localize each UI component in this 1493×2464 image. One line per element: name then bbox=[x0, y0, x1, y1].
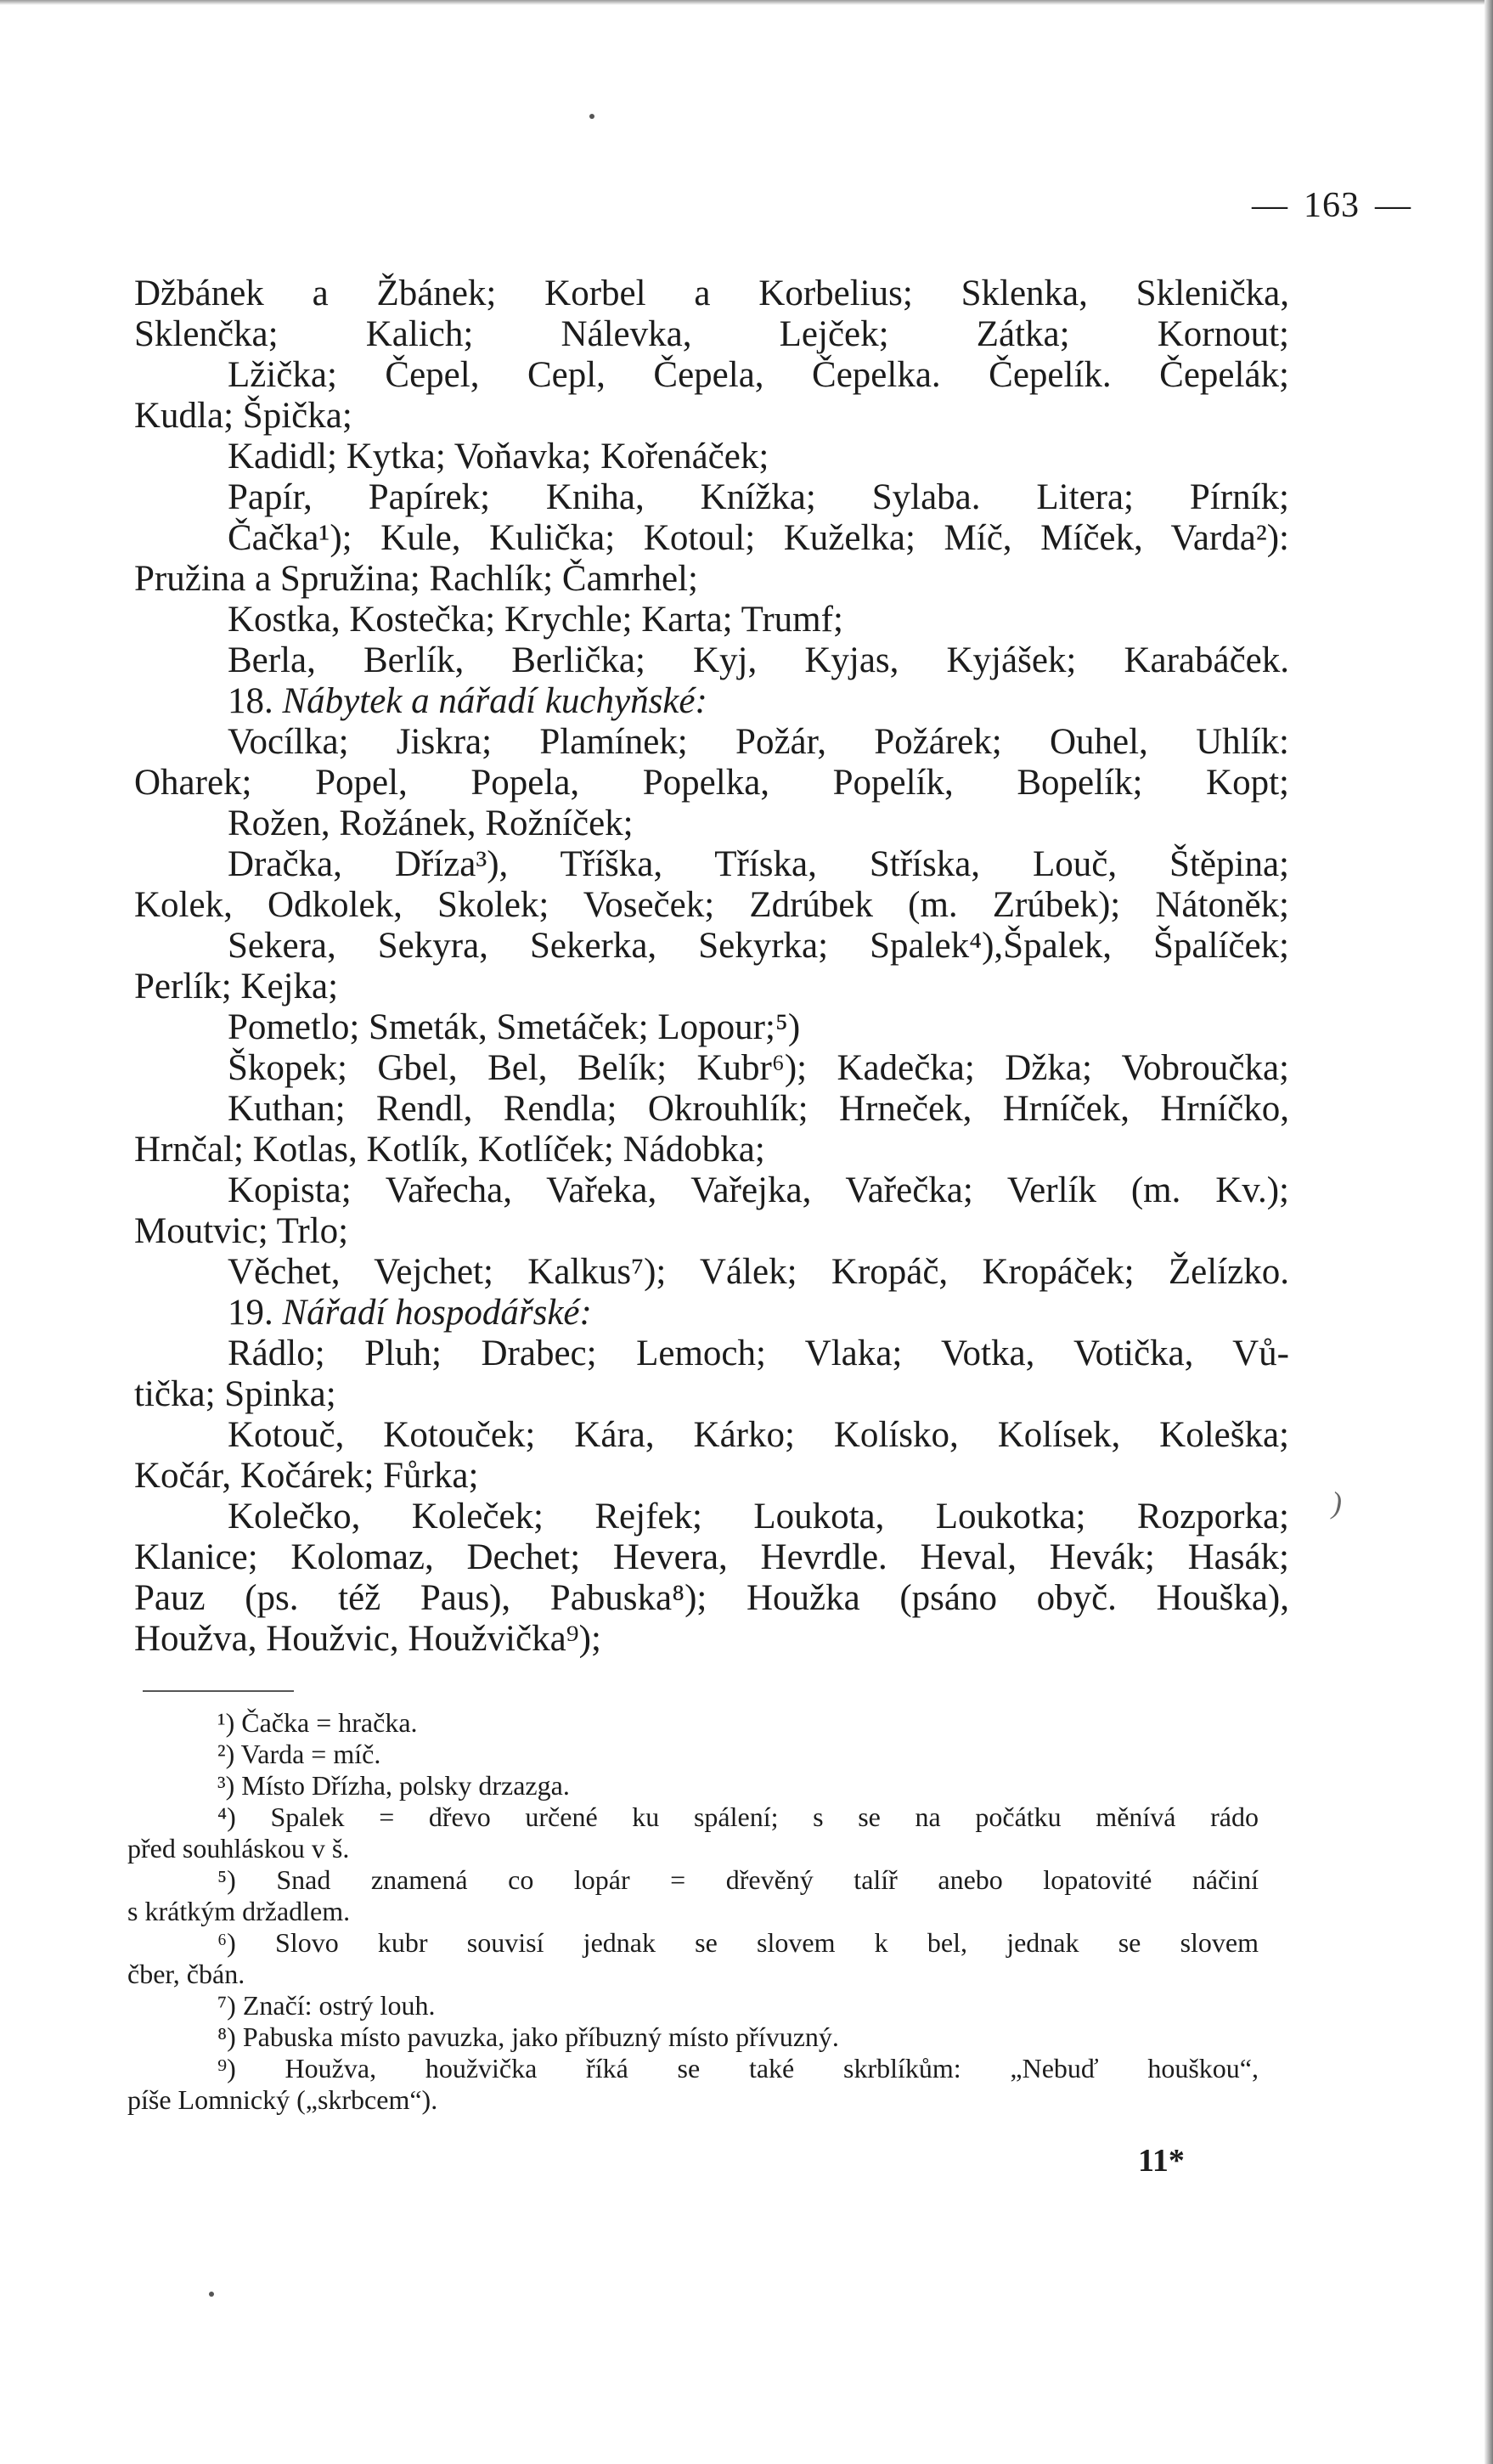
dash-right: — bbox=[1375, 186, 1411, 225]
footnote-continuation: píše Lomnický („skrbcem“). bbox=[127, 2084, 438, 2115]
footnote: ³) Místo Dřízha, polsky drzazga. bbox=[217, 1770, 570, 1801]
page-number-header bbox=[0, 185, 1427, 226]
text-line: Kolečko, Koleček; Rejfek; Loukota, Loukotka; Rozporka; bbox=[228, 1497, 1289, 1536]
text-line: Kudla; Špička; bbox=[134, 396, 352, 436]
text-line: Sekera, Sekyra, Sekerka, Sekyrka; Spalek⁴),Špalek, Špalíček; bbox=[228, 926, 1289, 966]
section-number: 18. bbox=[228, 681, 283, 721]
section-title: Nábytek a nářadí kuchyňské: bbox=[282, 681, 707, 721]
dash-left: — bbox=[1252, 186, 1288, 225]
footnote: ⁵) Snad znamená co lopár = dřevěný talíř anebo lopatovité náčiní bbox=[217, 1864, 1259, 1895]
section-heading-18 bbox=[134, 681, 1289, 722]
text-line: Čačka¹); Kule, Kulička; Kotoul; Kuželka; Míč, Míček, Varda²): bbox=[228, 518, 1289, 558]
text-line: Rožen, Rožánek, Rožníček; bbox=[228, 803, 634, 843]
footnote-divider bbox=[143, 1690, 294, 1692]
margin-mark: ) bbox=[1332, 1486, 1342, 1520]
text-line: Moutvic; Trlo; bbox=[134, 1211, 349, 1251]
specks-dot bbox=[589, 114, 594, 119]
text-line: Perlík; Kejka; bbox=[134, 967, 339, 1006]
text-line: Věchet, Vejchet; Kalkus⁷); Válek; Kropáč, Kropáček; Želízko. bbox=[228, 1252, 1289, 1292]
footnote-continuation: čber, čbán. bbox=[127, 1959, 245, 1989]
text-line: Škopek; Gbel, Bel, Belík; Kubr⁶); Kadečka; Džka; Vobroučka; bbox=[228, 1048, 1289, 1088]
page-number: 163 bbox=[1304, 186, 1360, 225]
text-line: Kotouč, Kotouček; Kára, Kárko; Kolísko, Kolísek, Koleška; bbox=[228, 1415, 1289, 1455]
text-line: Kočár, Kočárek; Fůrka; bbox=[134, 1456, 479, 1496]
text-line: Kadidl; Kytka; Voňavka; Kořenáček; bbox=[228, 437, 769, 476]
body-text bbox=[134, 273, 1289, 1660]
text-line: Pružina a Spružina; Rachlík; Čamrhel; bbox=[134, 559, 698, 599]
text-line: Hrnčal; Kotlas, Kotlík, Kotlíček; Nádobka; bbox=[134, 1130, 765, 1170]
text-line: Dračka, Dříza³), Tříška, Tříska, Stříska, Louč, Štěpina; bbox=[228, 844, 1289, 884]
text-line: Sklenčka; Kalich; Nálevka, Lejček; Zátka; Kornout; bbox=[134, 314, 1289, 354]
text-line: Pometlo; Smeták, Smetáček; Lopour;⁵) bbox=[228, 1007, 801, 1047]
text-line: Kostka, Kostečka; Krychle; Karta; Trumf; bbox=[228, 600, 843, 640]
text-line: Pauz (ps. též Paus), Pabuska⁸); Houžka (psáno obyč. Houška), bbox=[134, 1578, 1289, 1618]
footnote: ⁶) Slovo kubr souvisí jednak se slovem k bel, jednak se slovem bbox=[217, 1927, 1259, 1958]
footnotes bbox=[127, 1707, 1259, 2116]
text-line: Berla, Berlík, Berlička; Kyj, Kyjas, Kyjášek; Karabáček. bbox=[228, 640, 1289, 680]
footnote: ⁹) Houžva, houžvička říká se také skrblíkům: „Nebuď houškou“, bbox=[217, 2053, 1259, 2083]
text-line: Kolek, Odkolek, Skolek; Voseček; Zdrúbek (m. Zrúbek); Nátoněk; bbox=[134, 885, 1289, 925]
footnote: ²) Varda = míč. bbox=[217, 1739, 381, 1769]
specks-dot bbox=[209, 2292, 214, 2297]
section-title: Nářadí hospodářské: bbox=[282, 1293, 592, 1333]
footnote: ⁸) Pabuska místo pavuzka, jako příbuzný místo přívuzný. bbox=[217, 2021, 839, 2052]
footnote-continuation: s krátkým držadlem. bbox=[127, 1896, 351, 1926]
text-line: Rádlo; Pluh; Drabec; Lemoch; Vlaka; Votka, Votička, Vů- bbox=[228, 1333, 1289, 1373]
text-line: Džbánek a Žbánek; Korbel a Korbelius; Sklenka, Sklenička, bbox=[134, 273, 1289, 313]
section-heading-19 bbox=[134, 1293, 1289, 1333]
section-number: 19. bbox=[228, 1293, 283, 1333]
footnote: ⁷) Značí: ostrý louh. bbox=[217, 1990, 436, 2021]
page-top-edge bbox=[0, 0, 1493, 5]
signature-mark: 11* bbox=[1138, 2143, 1185, 2179]
text-line: Houžva, Houžvic, Houžvička⁹); bbox=[134, 1619, 601, 1659]
footnote-continuation: před souhláskou v š. bbox=[127, 1833, 350, 1864]
text-line: Oharek; Popel, Popela, Popelka, Popelík, Bopelík; Kopt; bbox=[134, 763, 1289, 803]
text-line: Kuthan; Rendl, Rendla; Okrouhlík; Hrneček, Hrníček, Hrníčko, bbox=[228, 1089, 1289, 1129]
text-line: Vocílka; Jiskra; Plamínek; Požár, Požárek; Ouhel, Uhlík: bbox=[228, 722, 1289, 762]
text-line: Papír, Papírek; Kniha, Knížka; Sylaba. Litera; Pírník; bbox=[228, 477, 1289, 517]
page-right-edge bbox=[1485, 0, 1493, 2464]
text-line: Klanice; Kolomaz, Dechet; Hevera, Hevrdle. Heval, Hevák; Hasák; bbox=[134, 1537, 1289, 1577]
text-line: Lžička; Čepel, Cepl, Čepela, Čepelka. Čepelík. Čepelák; bbox=[228, 355, 1289, 395]
text-line: Kopista; Vařecha, Vařeka, Vařejka, Vařečka; Verlík (m. Kv.); bbox=[228, 1170, 1289, 1210]
footnote: ⁴) Spalek = dřevo určené ku spálení; s se na počátku měnívá rádo bbox=[217, 1801, 1259, 1832]
text-line: tička; Spinka; bbox=[134, 1374, 336, 1414]
footnote: ¹) Čačka = hračka. bbox=[217, 1707, 418, 1738]
